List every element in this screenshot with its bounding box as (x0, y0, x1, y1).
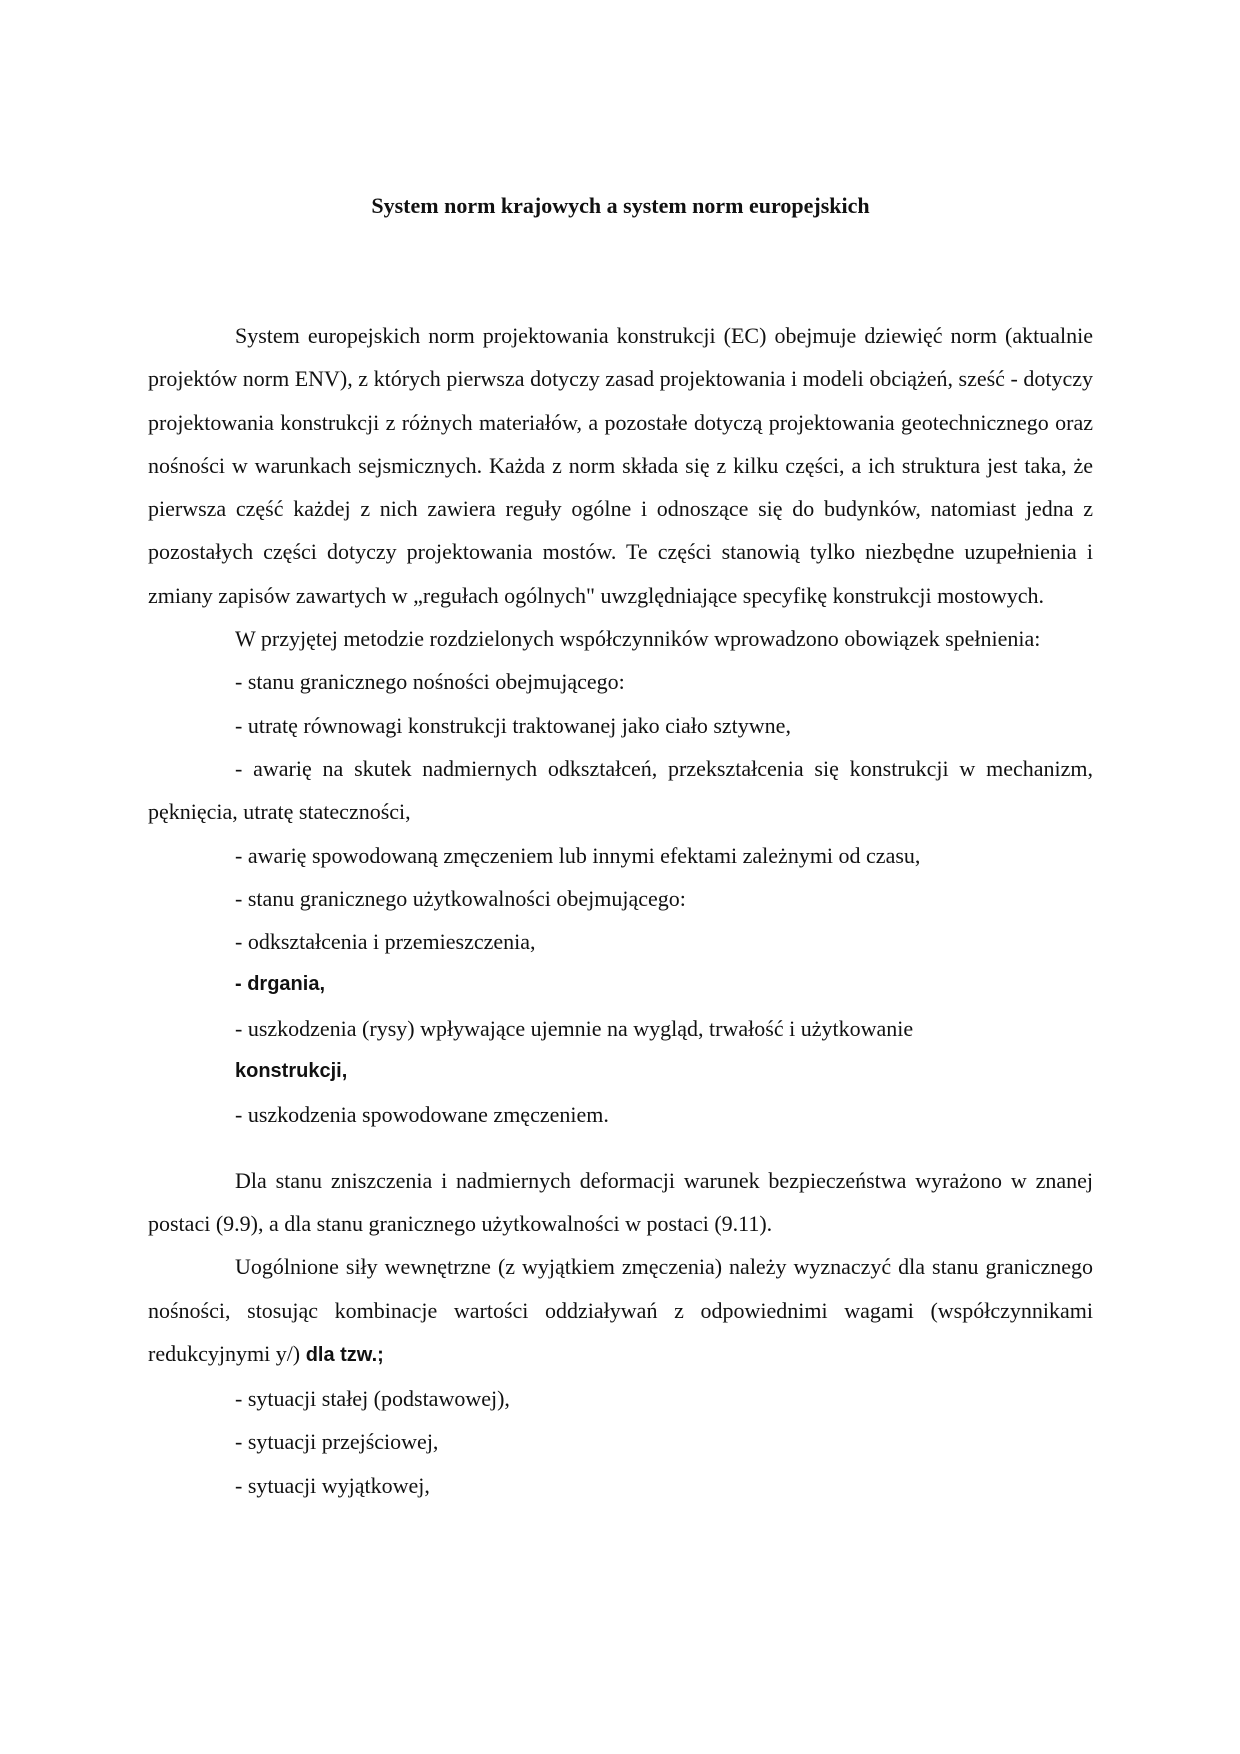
list-item: - drgania, (235, 973, 326, 996)
document-body (148, 314, 1093, 1507)
list-item: - stanu granicznego nośności obejmującego: (235, 669, 625, 695)
list-item: - awarię na skutek nadmiernych odkształceń, przekształcenia się konstrukcji w mechanizm, pęknięcia, utratę stateczności, (148, 755, 1093, 825)
list-item: - sytuacji wyjątkowej, (235, 1472, 430, 1498)
list-item-continuation: konstrukcji, (235, 1060, 348, 1083)
list-item: - uszkodzenia spowodowane zmęczeniem. (235, 1102, 609, 1128)
list-item: - utratę równowagi konstrukcji traktowanej jako ciało sztywne, (235, 712, 791, 738)
list-item: - odkształcenia i przemieszczenia, (235, 929, 536, 955)
list-item: - sytuacji stałej (podstawowej), (235, 1386, 510, 1412)
spacer (148, 1137, 1093, 1159)
document-title: System norm krajowych a system norm europejskich (371, 193, 870, 218)
list-item: - awarię spowodowaną zmęczeniem lub innymi efektami zależnymi od czasu, (235, 842, 921, 868)
paragraph-internal-forces-tail: dla tzw.; (300, 1343, 384, 1366)
list-item: - sytuacji przejściowej, (235, 1429, 439, 1455)
paragraph-intro: System europejskich norm projektowania konstrukcji (EC) obejmuje dziewięć norm (aktualnie projektów norm ENV), z których pierwsza dotyczy zasad projektowania i modeli obciążeń, sześć - dotyczy projektowania konstrukcji z różnych materiałów, a pozostałe dotyczą projektowania geotechnicznego oraz nośności w warunkach sejsmicznych. Każda z norm składa się z kilku części, a ich struktura jest taka, że pierwsza część każdej z nich zawiera reguły ogólne i odnoszące się do budynków, natomiast jedna z pozostałych części dotyczy projektowania mostów. Te części stanowią tylko niezbędne uzupełnienia i zmiany zapisów zawartych w „regułach ogólnych" uwzględniające specyfikę konstrukcji mostowych. (148, 323, 1093, 608)
list-item: - stanu granicznego użytkowalności obejmującego: (235, 885, 686, 911)
list-item: - uszkodzenia (rysy) wpływające ujemnie na wygląd, trwałość i użytkowanie (235, 1015, 914, 1041)
paragraph-safety-condition: Dla stanu zniszczenia i nadmiernych deformacji warunek bezpieczeństwa wyrażono w znanej postaci (9.9), a dla stanu granicznego użytkowalności w postaci (9.11). (148, 1167, 1093, 1236)
paragraph-internal-forces (148, 1245, 1093, 1377)
paragraph-method: W przyjętej metodzie rozdzielonych współczynników wprowadzono obowiązek spełnienia: (235, 626, 1041, 652)
paragraph-internal-forces-main: Uogólnione siły wewnętrzne (z wyjątkiem zmęczenia) należy wyznaczyć dla stanu granicznego nośności, stosując kombinacje wartości oddziaływań z odpowiednimi wagami (współczynnikami redukcyjnymi y/) (148, 1254, 1093, 1366)
